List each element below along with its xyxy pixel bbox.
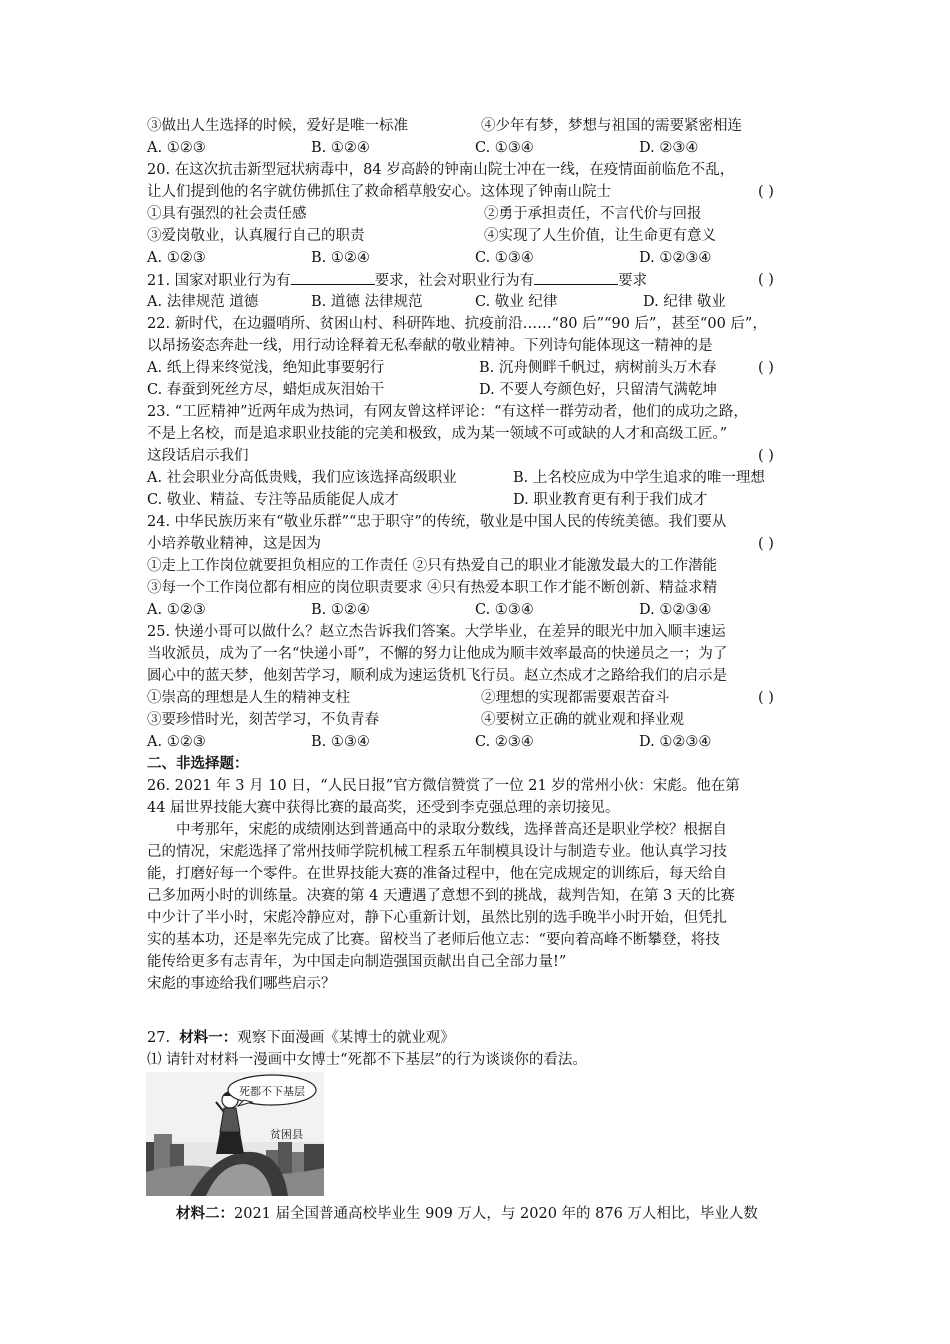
q25-stem-line1: 25. 快递小哥可以做什么？赵立杰告诉我们答案。大学毕业，在差异的眼光中加入顺丰速运 xyxy=(147,624,726,640)
q27-material1-text: 观察下面漫画《某博士的就业观》 xyxy=(237,1030,455,1046)
q25-choice-d: D. ①②③④ xyxy=(639,734,712,750)
q19-choice-b: B. ①②④ xyxy=(311,140,370,156)
q25-stem-line3: 圆心中的蓝天梦，他刻苦学习，顺利成为速运货机飞行员。赵立杰成才之路给我们的启示是 xyxy=(147,668,727,684)
q22-stem-line2: 以昂扬姿态奔赴一线，用行动诠释着无私奉献的敬业精神。下列诗句能体现这一精神的是 xyxy=(147,338,713,354)
section-heading-non-choice: 二、非选择题： xyxy=(147,755,249,772)
q27-material2-label: 材料二： xyxy=(176,1205,234,1222)
q24-options-3-4: ③每一个工作岗位都有相应的岗位职责要求 ④只有热爱本职工作才能不断创新、精益求精 xyxy=(147,580,718,596)
q24-stem-line2: 小培养敬业精神，这是因为 xyxy=(147,536,321,552)
q26-paragraph-line6: 实的基本功，还是率先完成了比赛。留校当了老师后他立志：“要向着高峰不断攀登，将技 xyxy=(147,932,720,948)
q20-choice-d: D. ①②③④ xyxy=(639,250,712,266)
q24-answer-blank: ( ) xyxy=(758,536,774,552)
q20-option-1: ①具有强烈的社会责任感 xyxy=(147,206,307,222)
q24-choice-c: C. ①③④ xyxy=(475,602,534,618)
q23-stem-line2: 不是上名校，而是追求职业技能的完美和极致，成为某一领域不可或缺的人才和高级工匠。” xyxy=(147,426,728,442)
q21-blank-1 xyxy=(291,270,375,285)
q24-choice-d: D. ①②③④ xyxy=(639,602,712,618)
q27-sub-question-1: ⑴ 请针对材料一漫画中女博士“死都不下基层”的行为谈谈你的看法。 xyxy=(147,1052,587,1068)
q26-paragraph-line1: 中考那年，宋彪的成绩刚达到普通高中的录取分数线，选择普高还是职业学校？根据自 xyxy=(176,822,727,838)
q26-stem-line1: 26. 2021 年 3 月 10 日，“人民日报”官方微信赞赏了一位 21 岁的常州小伙：宋彪。他在第 xyxy=(147,778,740,794)
q20-option-3: ③爱岗敬业，认真履行自己的职责 xyxy=(147,228,365,244)
q25-option-4: ④要树立正确的就业观和择业观 xyxy=(481,712,684,728)
q23-choice-a: A. 社会职业分高低贵贱，我们应该选择高级职业 xyxy=(147,470,457,486)
q22-choice-d: D. 不要人夸颜色好，只留清气满乾坤 xyxy=(479,382,717,398)
q23-choice-b: B. 上名校应成为中学生追求的唯一理想 xyxy=(513,470,765,486)
q26-paragraph-line2: 己的情况，宋彪选择了常州技师学院机械工程系五年制模具设计与制造专业。他认真学习技 xyxy=(147,844,727,860)
q21-choice-a: A. 法律规范 道德 xyxy=(147,294,259,310)
q27-material2 xyxy=(176,1204,758,1224)
q25-choice-b: B. ①③④ xyxy=(311,734,370,750)
q22-choice-c: C. 春蚕到死丝方尽，蜡炬成灰泪始干 xyxy=(147,382,385,398)
q22-choice-a: A. 纸上得来终觉浅，绝知此事要躬行 xyxy=(147,360,385,376)
q20-option-4: ④实现了人生价值，让生命更有意义 xyxy=(484,228,716,244)
q19-option-3: ③做出人生选择的时候，爱好是唯一标准 xyxy=(147,118,408,134)
q25-option-3: ③要珍惜时光，刻苦学习，不负青春 xyxy=(147,712,379,728)
cartoon-county-sign: 贫困县 xyxy=(270,1128,303,1141)
q25-option-1: ①崇高的理想是人生的精神支柱 xyxy=(147,690,350,706)
q27-material2-text: 2021 届全国普通高校毕业生 909 万人，与 2020 年的 876 万人相比，毕业人数 xyxy=(234,1206,758,1222)
q20-choice-a: A. ①②③ xyxy=(147,250,206,266)
q21-stem-part1: 21. 国家对职业行为有 xyxy=(147,273,291,289)
q26-paragraph-line7: 能传给更多有志青年，为中国走向制造强国贡献出自己全部力量!” xyxy=(147,954,567,970)
cartoon-doctor-employment-image xyxy=(146,1072,324,1196)
q26-paragraph-line5: 中少计了半小时，宋彪冷静应对，静下心重新计划，虽然比别的选手晚半小时开始，但凭扎 xyxy=(147,910,727,926)
q23-stem-line1: 23. “工匠精神”近两年成为热词，有网友曾这样评论：“有这样一群劳动者，他们的成功之路， xyxy=(147,404,748,420)
q20-choice-b: B. ①②④ xyxy=(311,250,370,266)
q19-choice-c: C. ①③④ xyxy=(475,140,534,156)
q24-choice-b: B. ①②④ xyxy=(311,602,370,618)
q21-blank-2 xyxy=(534,270,618,285)
q21-choice-b: B. 道德 法律规范 xyxy=(311,294,423,310)
q25-stem-line2: 当收派员，成为了一名“快递小哥”，不懈的努力让他成为顺丰效率最高的快递员之一；为了 xyxy=(147,646,728,662)
q24-stem-line1: 24. 中华民族历来有“敬业乐群”“忠于职守”的传统，敬业是中国人民的传统美德。我们要从 xyxy=(147,514,727,530)
q19-option-4: ④少年有梦，梦想与祖国的需要紧密相连 xyxy=(481,118,742,134)
q20-answer-blank: ( ) xyxy=(758,184,774,200)
q25-answer-blank: ( ) xyxy=(758,690,774,706)
q21-stem xyxy=(147,270,647,291)
q27-number: 27. xyxy=(147,1030,171,1046)
q21-choice-c: C. 敬业 纪律 xyxy=(475,294,558,310)
q22-answer-blank: ( ) xyxy=(758,360,774,376)
q20-stem-line1: 20. 在这次抗击新型冠状病毒中，84 岁高龄的钟南山院士冲在一线，在疫情面前临危不乱， xyxy=(147,162,735,178)
q26-paragraph-line4: 己多加两小时的训练量。决赛的第 4 天遭遇了意想不到的挑战，裁判告知，在第 3 天的比赛 xyxy=(147,888,735,904)
q21-choice-d: D. 纪律 敬业 xyxy=(643,294,726,310)
q25-choice-a: A. ①②③ xyxy=(147,734,206,750)
q21-stem-part3: 要求 xyxy=(618,273,648,289)
q27-material1 xyxy=(147,1028,455,1048)
q24-choice-a: A. ①②③ xyxy=(147,602,206,618)
q26-paragraph-line3: 能，打磨好每一个零件。在世界技能大赛的准备过程中，他在完成规定的训练后，每天给自 xyxy=(147,866,727,882)
q21-answer-blank: ( ) xyxy=(758,272,774,288)
q25-choice-c: C. ②③④ xyxy=(475,734,534,750)
q27-material1-label: 材料一： xyxy=(179,1029,238,1046)
q20-option-2: ②勇于承担责任，不言代价与回报 xyxy=(484,206,702,222)
q26-question: 宋彪的事迹给我们哪些启示？ xyxy=(147,976,336,992)
q23-answer-blank: ( ) xyxy=(758,448,774,464)
q20-stem-line2: 让人们提到他的名字就仿佛抓住了救命稻草般安心。这体现了钟南山院士 xyxy=(147,184,611,200)
q26-stem-line2: 44 届世界技能大赛中获得比赛的最高奖，还受到李克强总理的亲切接见。 xyxy=(147,800,620,816)
q21-stem-part2: 要求，社会对职业行为有 xyxy=(374,273,535,289)
q22-choice-b: B. 沉舟侧畔千帆过，病树前头万木春 xyxy=(479,360,717,376)
q23-choice-d: D. 职业教育更有利于我们成才 xyxy=(513,492,708,508)
q19-choice-a: A. ①②③ xyxy=(147,140,206,156)
q24-options-1-2: ①走上工作岗位就要担负相应的工作责任 ②只有热爱自己的职业才能激发最大的工作潜能 xyxy=(147,558,718,574)
q19-choice-d: D. ②③④ xyxy=(639,140,699,156)
q20-choice-c: C. ①③④ xyxy=(475,250,534,266)
q22-stem-line1: 22. 新时代，在边疆哨所、贫困山村、科研阵地、抗疫前沿……“80 后”“90 后”，甚至“00 后”， xyxy=(147,316,767,332)
cartoon-speech-text: 死都不下基层 xyxy=(239,1085,305,1098)
q23-choice-c: C. 敬业、精益、专注等品质能促人成才 xyxy=(147,492,399,508)
q25-option-2: ②理想的实现都需要艰苦奋斗 xyxy=(481,690,670,706)
q23-stem-line3: 这段话启示我们 xyxy=(147,448,249,464)
